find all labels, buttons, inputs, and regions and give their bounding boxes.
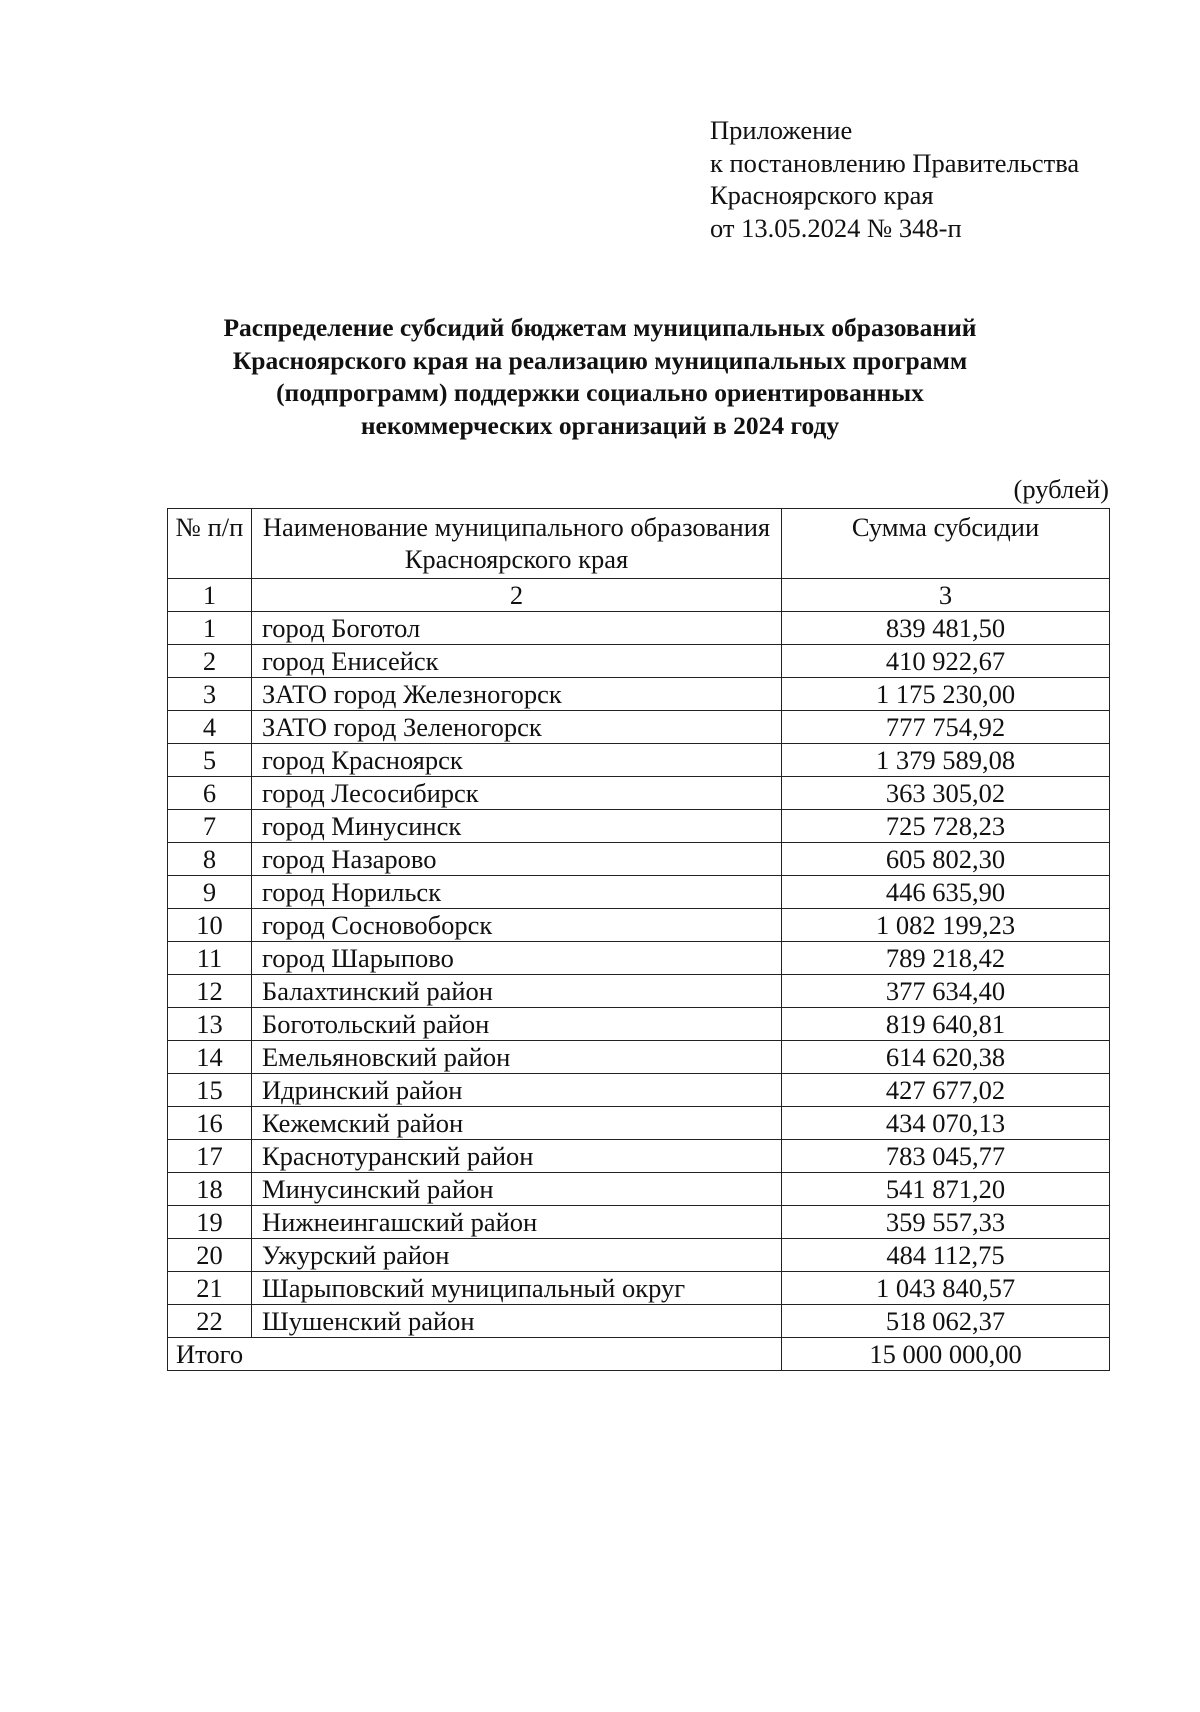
document-title xyxy=(150,312,1050,442)
table-row xyxy=(168,1041,1110,1074)
title-line: (подпрограмм) поддержки социально ориентированных xyxy=(276,378,924,407)
subsidy-sum: 541 871,20 xyxy=(782,1173,1110,1206)
row-number: 7 xyxy=(168,810,252,843)
table-header-row xyxy=(168,509,1110,579)
subsidy-sum: 377 634,40 xyxy=(782,975,1110,1008)
table-row xyxy=(168,876,1110,909)
subsidy-sum: 1 043 840,57 xyxy=(782,1272,1110,1305)
table-row xyxy=(168,612,1110,645)
appendix-line: от 13.05.2024 № 348-п xyxy=(710,212,962,243)
municipality-name: Шушенский район xyxy=(252,1305,782,1338)
subsidy-sum: 427 677,02 xyxy=(782,1074,1110,1107)
row-number: 19 xyxy=(168,1206,252,1239)
table-row xyxy=(168,711,1110,744)
row-number: 15 xyxy=(168,1074,252,1107)
subsidy-sum: 1 082 199,23 xyxy=(782,909,1110,942)
subsidy-sum: 725 728,23 xyxy=(782,810,1110,843)
total-sum: 15 000 000,00 xyxy=(782,1338,1110,1371)
table-row xyxy=(168,843,1110,876)
table-row xyxy=(168,942,1110,975)
row-number: 2 xyxy=(168,645,252,678)
municipality-name: Боготольский район xyxy=(252,1008,782,1041)
table-row xyxy=(168,909,1110,942)
municipality-name: город Боготол xyxy=(252,612,782,645)
table-row xyxy=(168,1206,1110,1239)
subsidy-sum: 839 481,50 xyxy=(782,612,1110,645)
header-municipality: Наименование муниципального образования Красноярского края xyxy=(252,509,782,579)
row-number: 9 xyxy=(168,876,252,909)
municipality-name: город Шарыпово xyxy=(252,942,782,975)
subsidy-sum: 819 640,81 xyxy=(782,1008,1110,1041)
municipality-name: ЗАТО город Железногорск xyxy=(252,678,782,711)
row-number: 10 xyxy=(168,909,252,942)
row-number: 4 xyxy=(168,711,252,744)
row-number: 17 xyxy=(168,1140,252,1173)
municipality-name: Балахтинский район xyxy=(252,975,782,1008)
municipality-name: город Лесосибирск xyxy=(252,777,782,810)
row-number: 3 xyxy=(168,678,252,711)
title-line: некоммерческих организаций в 2024 году xyxy=(360,410,840,440)
table-row xyxy=(168,777,1110,810)
municipality-name: город Назарово xyxy=(252,843,782,876)
subsidy-sum: 789 218,42 xyxy=(782,942,1110,975)
municipality-name: Нижнеингашский район xyxy=(252,1206,782,1239)
municipality-name: Емельяновский район xyxy=(252,1041,782,1074)
table-row xyxy=(168,1173,1110,1206)
municipality-name: ЗАТО город Зеленогорск xyxy=(252,711,782,744)
row-number: 11 xyxy=(168,942,252,975)
column-number: 2 xyxy=(252,579,782,612)
table-row xyxy=(168,1074,1110,1107)
municipality-name: Идринский район xyxy=(252,1074,782,1107)
table-row xyxy=(168,975,1110,1008)
subsidy-sum: 783 045,77 xyxy=(782,1140,1110,1173)
subsidy-sum: 363 305,02 xyxy=(782,777,1110,810)
municipality-name: город Минусинск xyxy=(252,810,782,843)
subsidy-sum: 518 062,37 xyxy=(782,1305,1110,1338)
row-number: 16 xyxy=(168,1107,252,1140)
subsidy-sum: 446 635,90 xyxy=(782,876,1110,909)
table-row xyxy=(168,1239,1110,1272)
table-row xyxy=(168,1305,1110,1338)
row-number: 8 xyxy=(168,843,252,876)
row-number: 6 xyxy=(168,777,252,810)
municipality-name: город Норильск xyxy=(252,876,782,909)
row-number: 21 xyxy=(168,1272,252,1305)
table-row xyxy=(168,744,1110,777)
table-row xyxy=(168,810,1110,843)
column-number-row xyxy=(168,579,1110,612)
row-number: 1 xyxy=(168,612,252,645)
municipality-name: Кежемский район xyxy=(252,1107,782,1140)
row-number: 18 xyxy=(168,1173,252,1206)
subsidy-sum: 605 802,30 xyxy=(782,843,1110,876)
total-label: Итого xyxy=(168,1338,782,1371)
subsidy-sum: 777 754,92 xyxy=(782,711,1110,744)
units-label: (рублей) xyxy=(1013,474,1109,504)
column-number: 1 xyxy=(168,579,252,612)
row-number: 12 xyxy=(168,975,252,1008)
subsidy-sum: 359 557,33 xyxy=(782,1206,1110,1239)
appendix-block xyxy=(710,114,1079,244)
row-number: 13 xyxy=(168,1008,252,1041)
table-row xyxy=(168,678,1110,711)
table-row xyxy=(168,1107,1110,1140)
row-number: 5 xyxy=(168,744,252,777)
row-number: 20 xyxy=(168,1239,252,1272)
column-number: 3 xyxy=(782,579,1110,612)
subsidy-table xyxy=(167,508,1110,1371)
title-line: Красноярского края на реализацию муниципальных программ xyxy=(232,345,968,375)
table-body xyxy=(168,612,1110,1338)
subsidy-sum: 614 620,38 xyxy=(782,1041,1110,1074)
row-number: 22 xyxy=(168,1305,252,1338)
header-sum: Сумма субсидии xyxy=(782,509,1110,579)
municipality-name: город Красноярск xyxy=(252,744,782,777)
municipality-name: город Сосновоборск xyxy=(252,909,782,942)
table-row xyxy=(168,1140,1110,1173)
subsidy-sum: 410 922,67 xyxy=(782,645,1110,678)
title-line: Распределение субсидий бюджетам муниципальных образований xyxy=(223,313,977,342)
municipality-name: Минусинский район xyxy=(252,1173,782,1206)
subsidy-sum: 434 070,13 xyxy=(782,1107,1110,1140)
table-row xyxy=(168,1272,1110,1305)
header-number: № п/п xyxy=(168,509,252,579)
municipality-name: Шарыповский муниципальный округ xyxy=(252,1272,782,1305)
subsidy-sum: 1 379 589,08 xyxy=(782,744,1110,777)
appendix-line: Приложение xyxy=(710,115,853,145)
municipality-name: Ужурский район xyxy=(252,1239,782,1272)
table-row xyxy=(168,645,1110,678)
appendix-line: Красноярского края xyxy=(710,180,934,210)
row-number: 14 xyxy=(168,1041,252,1074)
municipality-name: Краснотуранский район xyxy=(252,1140,782,1173)
total-row xyxy=(168,1338,1110,1371)
municipality-name: город Енисейск xyxy=(252,645,782,678)
subsidy-sum: 1 175 230,00 xyxy=(782,678,1110,711)
subsidy-sum: 484 112,75 xyxy=(782,1239,1110,1272)
appendix-line: к постановлению Правительства xyxy=(710,147,1080,178)
table-row xyxy=(168,1008,1110,1041)
